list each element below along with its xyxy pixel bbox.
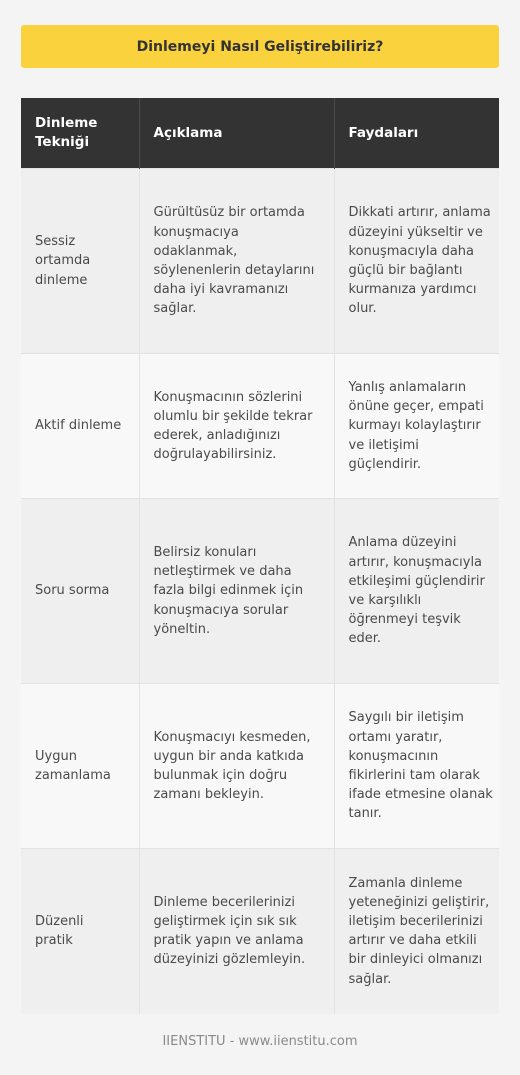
- benefits-cell: Anlama düzeyini artırır, konuşmacıyla etkileşimi güçlendirir ve karşılıklı öğrenmeyi teşvik eder.: [334, 499, 499, 684]
- page-title: Dinlemeyi Nasıl Geliştirebiliriz?: [136, 38, 384, 55]
- table-row: [21, 499, 499, 684]
- benefits-cell: Saygılı bir iletişim ortamı yaratır, konuşmacının fikirlerini tam olarak ifade etmesine olanak tanır.: [334, 684, 499, 849]
- description-cell: Dinleme becerilerinizi geliştirmek için sık sık pratik yapın ve anlama düzeyinizi gözlemleyin.: [139, 849, 334, 1014]
- description-cell: Konuşmacıyı kesmeden, uygun bir anda katkıda bulunmak için doğru zamanı bekleyin.: [139, 684, 334, 849]
- benefits-cell: Yanlış anlamaların önüne geçer, empati kurmayı kolaylaştırır ve iletişimi güçlendirir.: [334, 354, 499, 499]
- listening-techniques-table: [21, 98, 499, 1014]
- benefits-cell: Dikkati artırır, anlama düzeyini yükseltir ve konuşmacıyla daha güçlü bir bağlantı kurmanıza yardımcı olur.: [334, 169, 499, 354]
- benefits-cell: Zamanla dinleme yeteneğinizi geliştirir, iletişim becerilerinizi artırır ve daha etkili bir dinleyici olmanızı sağlar.: [334, 849, 499, 1014]
- technique-cell: Uygun zamanlama: [21, 684, 139, 849]
- table-row: [21, 354, 499, 499]
- footer-credit: IIENSTITU - www.iienstitu.com: [162, 1034, 358, 1049]
- description-cell: Gürültüsüz bir ortamda konuşmacıya odaklanmak, söylenenlerin detaylarını daha iyi kavramanızı sağlar.: [139, 169, 334, 354]
- technique-cell: Aktif dinleme: [21, 354, 139, 499]
- title-banner: [21, 25, 499, 68]
- table-row: [21, 169, 499, 354]
- technique-cell: Sessiz ortamda dinleme: [21, 169, 139, 354]
- table-header-row: [21, 98, 499, 169]
- description-cell: Konuşmacının sözlerini olumlu bir şekilde tekrar ederek, anladığınızı doğrulayabilirsiniz.: [139, 354, 334, 499]
- header-description: Açıklama: [139, 98, 334, 169]
- technique-cell: Soru sorma: [21, 499, 139, 684]
- table-row: [21, 849, 499, 1014]
- description-cell: Belirsiz konuları netleştirmek ve daha fazla bilgi edinmek için konuşmacıya sorular yöneltin.: [139, 499, 334, 684]
- header-benefits: Faydaları: [334, 98, 499, 169]
- header-technique: Dinleme Tekniği: [21, 98, 139, 169]
- table-row: [21, 684, 499, 849]
- technique-cell: Düzenli pratik: [21, 849, 139, 1014]
